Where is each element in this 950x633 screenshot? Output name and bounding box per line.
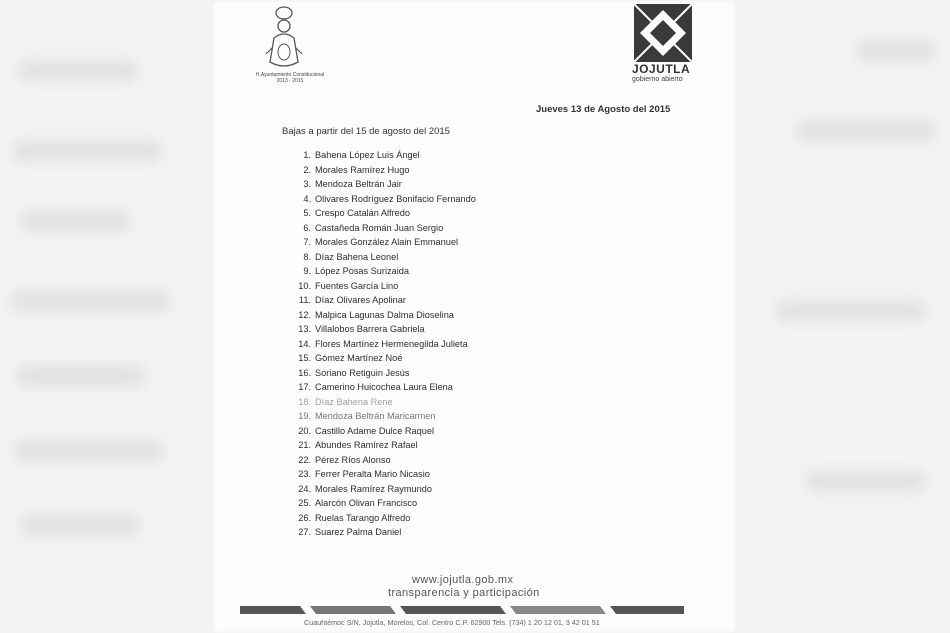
list-item	[296, 366, 476, 381]
footer-url: www.jojutla.gob.mx	[412, 574, 514, 586]
list-item-number: 13.	[298, 324, 311, 334]
list-item-name: López Posas Surizaida	[315, 266, 409, 276]
list-item-name: Ferrer Peralta Mario Nicasio	[315, 469, 430, 479]
list-item-number: 22.	[298, 454, 311, 465]
list-item-number: 20.	[298, 425, 311, 436]
list-item-name: Soriano Retiguin Jesús	[315, 367, 410, 378]
list-item-name: Bahena López Luis Ángel	[315, 150, 420, 160]
list-item-number: 5.	[303, 208, 311, 218]
list-item	[296, 453, 476, 468]
list-item-number: 10.	[298, 280, 311, 291]
jojutla-diamond-logo-icon	[634, 4, 692, 62]
list-item-name: Fuentes García Lino	[315, 280, 399, 291]
list-item	[296, 192, 476, 207]
blurred-strip	[20, 210, 130, 232]
list-item	[296, 293, 476, 308]
list-item-number: 6.	[303, 222, 311, 233]
list-item-name: Díaz Bahena Leonel	[315, 251, 399, 262]
municipal-emblem-icon	[264, 4, 304, 74]
list-item	[296, 221, 476, 236]
list-item-name: Ruelas Tarango Alfredo	[315, 512, 411, 523]
blurred-strip	[18, 60, 138, 82]
list-item-name: Castañeda Román Juan Sergio	[315, 222, 444, 233]
list-item	[296, 496, 476, 511]
list-item-number: 8.	[303, 251, 311, 262]
list-item-name: Crespo Catalán Alfredo	[315, 208, 410, 218]
list-item-name: Mendoza Beltrán Jair	[315, 179, 402, 189]
footer-address: Cuauhtémoc S/N, Jojutla, Morelos, Col. Centro C.P. 62900 Tels. (734) 1 20 12 01, 3 42 01 51	[304, 618, 600, 627]
list-item-number: 24.	[298, 483, 311, 494]
list-item-name: Suarez Palma Daniel	[315, 527, 402, 537]
blurred-strip	[796, 120, 936, 142]
list-item	[296, 264, 476, 279]
list-item-number: 15.	[298, 353, 311, 363]
list-item	[296, 525, 476, 540]
document-date: Jueves 13 de Agosto del 2015	[536, 104, 671, 115]
list-item-number: 16.	[298, 367, 311, 378]
list-item	[296, 163, 476, 178]
list-item-number: 27.	[298, 527, 311, 537]
document-subtitle: Bajas a partir del 15 de agosto del 2015	[282, 126, 450, 137]
list-item-number: 17.	[298, 382, 311, 392]
list-item-number: 3.	[303, 179, 311, 189]
list-item-name: Díaz Bahena Rene	[315, 396, 393, 407]
list-item-number: 9.	[303, 266, 311, 276]
brand-subtitle: gobierno abierto	[632, 76, 683, 83]
list-item	[296, 438, 476, 453]
list-item	[296, 511, 476, 526]
list-item-number: 14.	[298, 338, 311, 349]
list-item-name: Morales González Alain Emmanuel	[315, 237, 458, 247]
list-item	[296, 308, 476, 323]
list-item-name: Camerino Huicochea Laura Elena	[315, 382, 453, 392]
list-item-number: 2.	[303, 164, 311, 175]
list-item-name: Díaz Olivares Apolinar	[315, 295, 406, 305]
blurred-strip	[16, 365, 146, 387]
blurred-strip	[12, 140, 162, 162]
list-item	[296, 351, 476, 366]
list-item	[296, 337, 476, 352]
list-item-name: Villalobos Barrera Gabriela	[315, 324, 425, 334]
list-item-name: Morales Ramírez Hugo	[315, 164, 410, 175]
list-item	[296, 235, 476, 250]
blurred-strip	[10, 290, 170, 312]
ayuntamiento-caption	[250, 72, 330, 84]
list-item-name: Castillo Adame Dulce Raquel	[315, 425, 434, 436]
blurred-strip	[856, 40, 936, 62]
list-item-number: 11.	[298, 295, 311, 305]
list-item	[296, 409, 476, 424]
list-item-number: 26.	[298, 512, 311, 523]
names-list	[296, 148, 476, 540]
brand-name: JOJUTLA	[632, 62, 691, 76]
list-item-number: 21.	[298, 440, 311, 450]
list-item	[296, 250, 476, 265]
blurred-strip	[20, 515, 140, 537]
list-item-name: Malpica Lagunas Dalma Dioselina	[315, 309, 454, 320]
ayuntamiento-period: 2013 - 2015	[276, 78, 304, 84]
blurred-strip	[806, 470, 926, 492]
list-item-number: 23.	[298, 469, 311, 479]
blurred-background-right	[736, 0, 950, 633]
list-item	[296, 395, 476, 410]
blurred-strip	[776, 300, 926, 322]
blurred-background-left	[0, 0, 212, 633]
list-item-name: Morales Ramírez Raymundo	[315, 483, 432, 494]
document-page	[212, 0, 736, 633]
list-item-name: Gómez Martínez Noé	[315, 353, 403, 363]
list-item-name: Alarcón Olivan Francisco	[315, 498, 418, 508]
list-item	[296, 148, 476, 163]
ayuntamiento-name: H.Ayuntamiento Constitucional	[255, 72, 325, 78]
list-item-name: Olivares Rodríguez Bonifacio Fernando	[315, 193, 476, 204]
list-item	[296, 482, 476, 497]
list-item	[296, 380, 476, 395]
list-item-number: 25.	[298, 498, 311, 508]
footer-tagline: transparencia y participación	[388, 587, 540, 599]
list-item-number: 1.	[303, 150, 311, 160]
list-item-number: 18.	[298, 396, 311, 407]
list-item-name: Abundes Ramírez Rafael	[315, 440, 418, 450]
list-item-name: Flores Martínez Hermenegilda Julieta	[315, 338, 468, 349]
list-item-name: Mendoza Beltrán Maricarmen	[315, 411, 436, 421]
list-item-number: 4.	[303, 193, 311, 204]
list-item	[296, 177, 476, 192]
list-item-name: Pérez Ríos Alonso	[315, 454, 391, 465]
list-item-number: 19.	[298, 411, 311, 421]
list-item	[296, 467, 476, 482]
list-item	[296, 279, 476, 294]
list-item-number: 7.	[303, 237, 311, 247]
list-item	[296, 424, 476, 439]
list-item	[296, 206, 476, 221]
blurred-strip	[14, 440, 164, 462]
list-item	[296, 322, 476, 337]
list-item-number: 12.	[298, 309, 311, 320]
footer-decorative-band	[240, 606, 684, 614]
